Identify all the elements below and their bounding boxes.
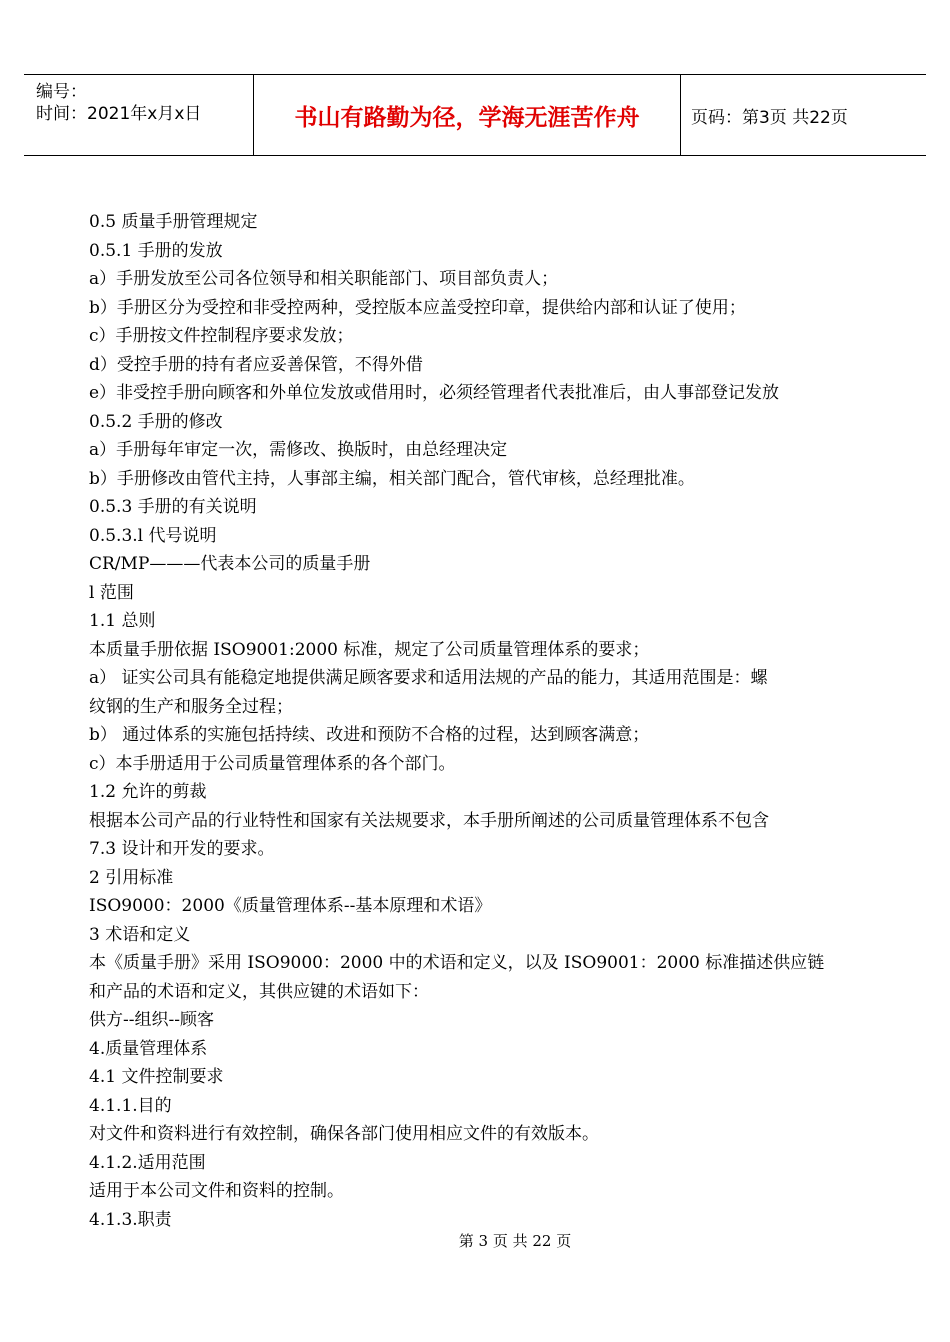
body-line: 4.1.3.职责 [89,1209,172,1230]
body-line: ISO9000：2000《质量管理体系--基本原理和术语》 [89,896,492,916]
body-line: 1.1 总则 [89,611,156,631]
body-line: 适用于本公司文件和资料的控制。 [89,1181,344,1201]
body-line: 0.5.1 手册的发放 [89,240,223,261]
header-meta-cell [24,75,254,155]
body-line: 4.质量管理体系 [89,1038,208,1059]
body-line: b） 通过体系的实施包括持续、改进和预防不合格的过程，达到顾客满意； [89,725,650,745]
body-line: 3 术语和定义 [89,924,191,945]
body-line: 本《质量手册》采用 ISO9000：2000 中的术语和定义，以及 ISO9001：2000 标准描述供应链 [89,953,825,973]
body-line: 0.5.3 手册的有关说明 [89,497,257,517]
document-body [89,208,869,1234]
body-line: 本质量手册依据 ISO9001:2000 标准，规定了公司质量管理体系的要求； [89,639,650,660]
body-line: b）手册修改由管代主持，人事部主编，相关部门配合，管代审核，总经理批准。 [89,468,695,489]
body-line: e）非受控手册向顾客和外单位发放或借用时，必须经管理者代表批准后，由人事部登记发放 [89,383,780,403]
body-line: l 范围 [89,582,134,603]
page-header [24,74,926,156]
document-time-label: 时间：2021年x月x日 [36,104,202,124]
body-line: c）手册按文件控制程序要求发放； [89,326,354,346]
page-footer: 第 3 页 共 22 页 [458,1232,572,1250]
header-page-cell [681,75,926,155]
body-line: CR/MP———代表本公司的质量手册 [89,554,371,574]
body-line: 纹钢的生产和服务全过程； [89,696,293,717]
body-line: 7.3 设计和开发的要求。 [89,839,275,859]
body-line: a）手册每年审定一次，需修改、换版时，由总经理决定 [89,440,508,460]
body-line: 0.5 质量手册管理规定 [89,212,258,232]
body-line: b）手册区分为受控和非受控两种，受控版本应盖受控印章，提供给内部和认证了使用； [89,297,746,318]
header-motto: 书山有路勤为径，学海无涯苦作舟 [294,104,640,131]
body-line: a） 证实公司具有能稳定地提供满足顾客要求和适用法规的产品的能力，其适用范围是：螺 [89,668,768,688]
body-line: 0.5.2 手册的修改 [89,411,223,432]
body-line: a）手册发放至公司各位领导和相关职能部门、项目部负责人； [89,269,559,289]
body-line: 1.2 允许的剪裁 [89,782,207,802]
body-line: 和产品的术语和定义，其供应键的术语如下： [89,981,429,1002]
body-line: 供方--组织--顾客 [89,1010,214,1030]
body-line: 0.5.3.l 代号说明 [89,525,217,546]
body-line: c）本手册适用于公司质量管理体系的各个部门。 [89,753,456,774]
header-page-info: 页码：第3页 共22页 [691,107,848,128]
body-line: 4.1.1.目的 [89,1095,172,1116]
body-line: 对文件和资料进行有效控制，确保各部门使用相应文件的有效版本。 [89,1124,599,1144]
body-line: 根据本公司产品的行业特性和国家有关法规要求，本手册所阐述的公司质量管理体系不包含 [89,810,769,831]
header-motto-cell [254,75,681,155]
body-line: 4.1.2.适用范围 [89,1152,206,1173]
body-line: d）受控手册的持有者应妥善保管，不得外借 [89,354,423,375]
document-number-label: 编号： [36,82,87,102]
body-line: 4.1 文件控制要求 [89,1067,224,1087]
body-line: 2 引用标准 [89,867,174,888]
